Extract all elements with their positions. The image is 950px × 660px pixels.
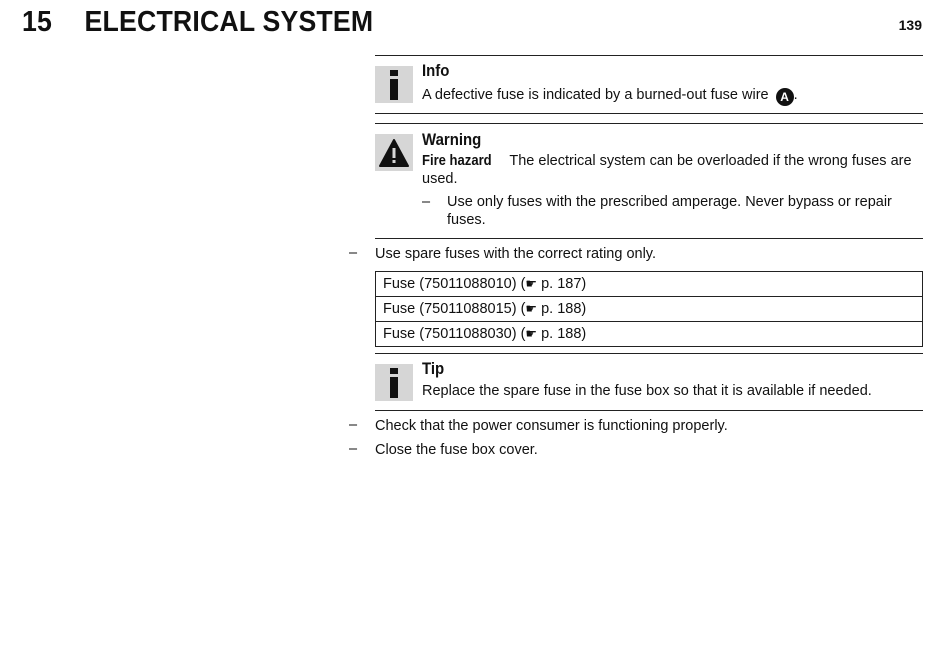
tip-text: Replace the spare fuse in the fuse box so that it is available if needed. [422,383,872,399]
warning-text: The electrical system can be overloaded if the wrong fuses are [509,153,912,169]
page-number: 139 [898,17,922,33]
chapter-heading [22,2,373,42]
table-row [376,297,923,322]
fuse-table [375,271,923,347]
warning-text-line2: used. [422,171,458,187]
table-cell [376,272,923,297]
pointing-hand-icon[interactable]: ☛ [525,301,538,316]
table-cell [376,322,923,347]
divider [375,123,923,124]
step-close-cover: Close the fuse box cover. [375,442,538,458]
info-text-end: . [793,87,798,103]
warning-bullet-dash: – [422,194,431,210]
fuse-part: Fuse (75011088015) ( [383,301,526,317]
pointing-hand-icon[interactable]: ☛ [525,326,538,341]
info-text-line [422,86,798,106]
step-spare-fuses: Use spare fuses with the correct rating only. [375,246,656,262]
divider [375,238,923,239]
step-dash: – [349,417,358,433]
divider [375,353,923,354]
warning-bullet-line2: fuses. [447,212,486,228]
fuse-part: Fuse (75011088010) ( [383,276,526,292]
warning-triangle-icon [378,138,410,168]
divider [375,113,923,114]
step-check-consumer: Check that the power consumer is functioning properly. [375,418,728,434]
callout-marker: A [776,88,794,106]
divider [375,55,923,56]
page-ref-link[interactable]: p. 188) [537,301,587,317]
tip-heading: Tip [422,359,445,378]
divider [375,410,923,411]
pointing-hand-icon[interactable]: ☛ [525,276,538,291]
warning-heading: Warning [422,130,482,149]
page-ref-link[interactable]: p. 187) [537,276,587,292]
warning-text-line1 [422,152,912,170]
chapter-title: ELECTRICAL SYSTEM [84,5,374,38]
table-row [376,272,923,297]
step-dash: – [349,245,358,261]
chapter-number: 15 [22,5,53,38]
fire-hazard-label: Fire hazard [422,153,492,169]
page-ref-link[interactable]: p. 188) [537,326,587,342]
info-text: A defective fuse is indicated by a burned-out fuse wire [422,87,769,103]
warning-icon-box [375,134,413,171]
info-heading: Info [422,61,450,80]
step-dash: – [349,441,358,457]
table-cell [376,297,923,322]
info-icon [375,364,413,401]
table-row [376,322,923,347]
warning-bullet-line1: Use only fuses with the prescribed amperage. Never bypass or repair [447,194,892,210]
fuse-part: Fuse (75011088030) ( [383,326,526,342]
info-icon [375,66,413,103]
